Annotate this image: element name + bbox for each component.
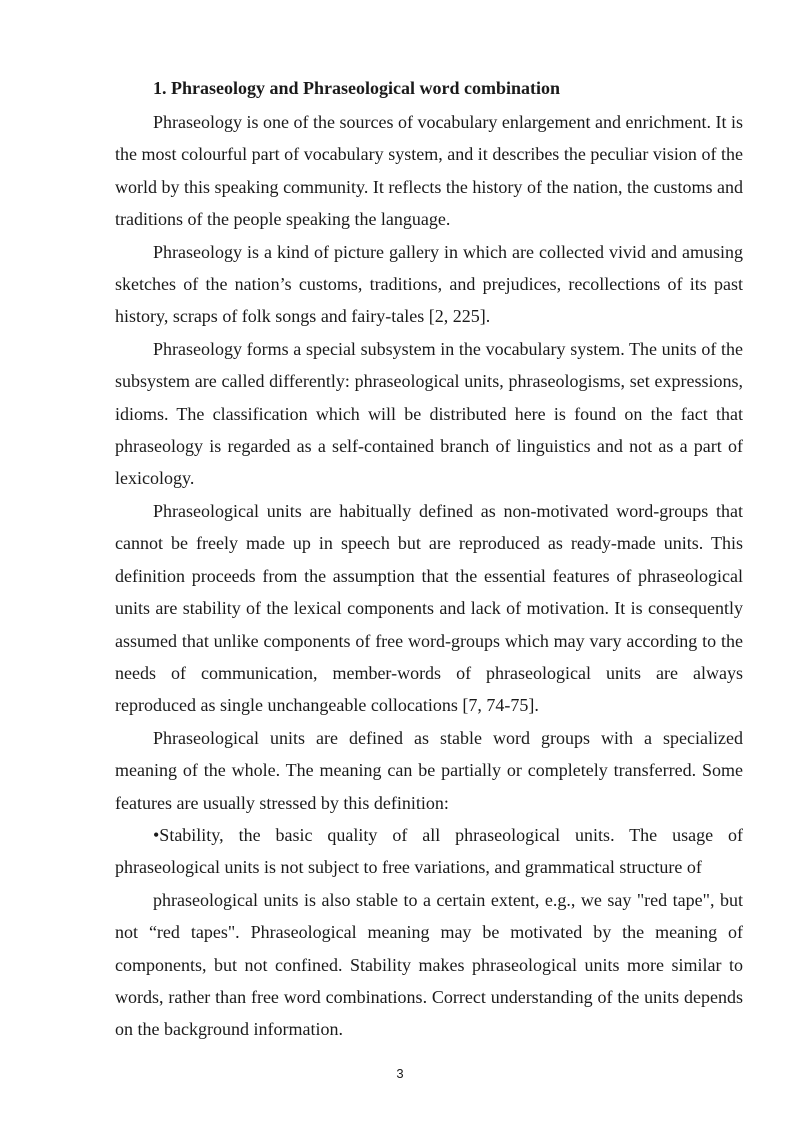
paragraph-7: phraseological units is also stable to a certain extent, e.g., we say "red tape", but not “red tapes". Phraseological meaning may be motivated by the meaning of components, but not confined. Stability makes phraseological units more similar to words, rather than free word combinations. Correct understanding of the units depends on the background information. [115,889,743,1040]
paragraph-5: Phraseological units are defined as stable word groups with a specialized meaning of the whole. The meaning can be partially or completely transferred. Some features are usually stressed by this definition: [115,727,743,813]
paragraph-3: Phraseology forms a special subsystem in the vocabulary system. The units of the subsystem are called differently: phraseological units, phraseologisms, set expressions, idioms. The classification which will be distributed here is found on the fact that phraseology is regarded as a self-contained branch of linguistics and not as a part of lexicology. [115,338,743,489]
page-number: 3 [396,1066,404,1081]
section-heading: 1. Phraseology and Phraseological word combination [153,78,561,98]
paragraph-4: Phraseological units are habitually defined as non-motivated word-groups that cannot be freely made up in speech but are reproduced as ready-made units. This definition proceeds from the assumption that the essential features of phraseological units are stability of the lexical components and lack of motivation. It is consequently assumed that unlike components of free word-groups which may vary according to the needs of communication, member-words of phraseological units are always reproduced as single unchangeable collocations [7, 74-75]. [115,500,743,716]
document-body [115,74,743,1046]
paragraph-2: Phraseology is a kind of picture gallery in which are collected vivid and amusing sketches of the nation’s customs, traditions, and prejudices, recollections of its past history, scraps of folk songs and fairy-tales [2, 225]. [115,241,743,327]
paragraph-6-bullet: •Stability, the basic quality of all phraseological units. The usage of phraseological units is not subject to free variations, and grammatical structure of [115,824,743,878]
paragraph-1: Phraseology is one of the sources of vocabulary enlargement and enrichment. It is the most colourful part of vocabulary system, and it describes the peculiar vision of the world by this speaking community. It reflects the history of the nation, the customs and traditions of the people speaking the language. [115,112,743,230]
